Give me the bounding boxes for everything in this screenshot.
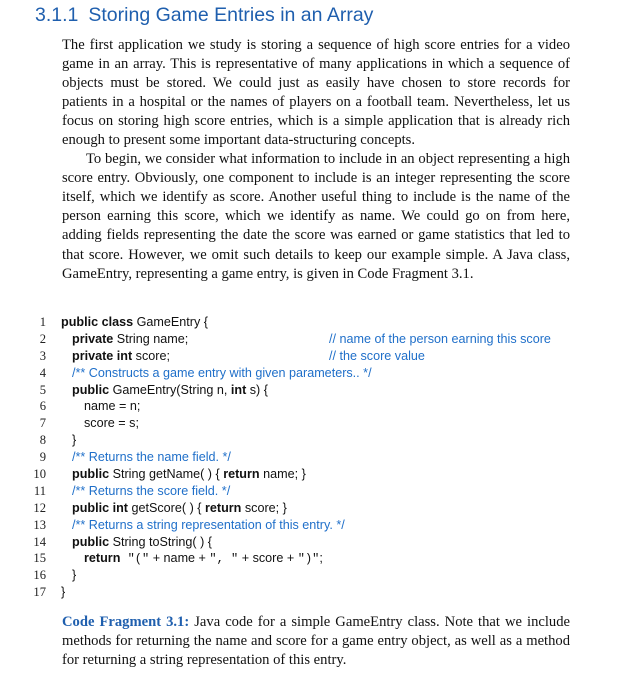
line-number: 3 [39, 348, 46, 363]
code-string: "(" [120, 552, 150, 567]
code-fragment-caption [62, 613, 570, 670]
code-comment: /** Returns the name field. */ [72, 450, 231, 465]
section-title-text: Storing Game Entries in an Array [88, 4, 374, 26]
code-line [0, 567, 639, 584]
code-text: GameEntry { [133, 315, 209, 329]
code-keyword: private [72, 331, 114, 346]
line-number: 9 [39, 450, 46, 465]
line-number: 15 [33, 551, 46, 566]
code-string: ")" [297, 552, 320, 567]
code-line [0, 449, 639, 466]
line-number: 2 [39, 331, 46, 346]
code-line [0, 483, 639, 500]
code-keyword: return [223, 467, 260, 482]
code-text: ; [319, 551, 323, 566]
code-text: + name + [149, 551, 210, 566]
code-keyword: int [230, 382, 247, 397]
line-number: 12 [33, 500, 46, 515]
code-line [0, 415, 639, 432]
code-text: score = s; [84, 416, 139, 431]
code-text: name; } [259, 467, 306, 482]
line-number: 5 [39, 382, 46, 397]
code-keyword: public [72, 467, 110, 482]
code-line [0, 331, 639, 348]
code-line [0, 432, 639, 449]
code-line [0, 584, 639, 601]
line-number: 13 [33, 517, 46, 532]
code-comment: /** Returns the score field. */ [72, 483, 231, 498]
code-text: score; [132, 348, 170, 363]
code-line [0, 500, 639, 517]
paragraph-1: The first application we study is storing a sequence of high score entries for a video game in an array. This is representative of many applications in which a sequence of objects must be stored. We could just as easily have chosen to store records for patients in a hospital or the names of players on a football team. Nevertheless, let us focus on storing high score entries, which is a simple application that is already rich enough to present some important data-structuring concepts. [62, 37, 570, 149]
paragraph-2: To begin, we consider what information to include in an object representing a high score entry. Obviously, one component to include is an integer representing the score itself, which we identify as score. Another useful thing to include is the name of the person earning this score, which we identify as name. We could go on from here, adding fields representing the date the score was earned or game statistics that led to that score. However, we omit such details to keep our example simple. A Java class, GameEntry, representing a game entry, is given in Code Fragment 3.1. [62, 151, 570, 282]
code-comment: // name of the person earning this score [329, 331, 551, 346]
code-line [0, 382, 639, 399]
section-heading [35, 4, 373, 27]
code-keyword: public [72, 534, 110, 549]
line-number: 14 [33, 534, 46, 549]
line-number: 6 [39, 399, 46, 414]
code-text: + score + [238, 551, 298, 566]
code-line [0, 365, 639, 382]
code-text: } [72, 568, 77, 583]
line-number: 16 [33, 568, 46, 583]
section-number: 3.1.1 [35, 4, 79, 26]
code-keyword: public class [61, 315, 134, 329]
line-number: 17 [33, 585, 46, 600]
line-number: 8 [39, 433, 46, 448]
code-text: String getName( ) { [109, 467, 224, 482]
code-line [0, 517, 639, 534]
code-fragment [0, 314, 639, 601]
code-text: score; } [241, 500, 287, 515]
code-keyword: private int [72, 348, 133, 363]
code-keyword: public int [72, 500, 128, 515]
caption-text: Java code for a simple GameEntry class. Note that we include methods for returning the name and score for a game entry object, as well as a method for returning a string representation of this entry. [62, 614, 570, 669]
caption-label: Code Fragment 3.1: [62, 614, 190, 630]
code-keyword: public [72, 382, 110, 397]
code-text: getScore( ) { [127, 500, 205, 515]
code-text: String name; [113, 331, 189, 346]
code-string: ", " [209, 552, 239, 567]
code-text: s) { [246, 382, 268, 397]
code-text: } [61, 585, 66, 600]
line-number: 10 [33, 467, 46, 482]
code-keyword: return [204, 500, 242, 515]
code-line [0, 398, 639, 415]
line-number: 7 [39, 416, 46, 431]
code-line [0, 348, 639, 365]
code-text: GameEntry(String n, [109, 382, 231, 397]
code-text: name = n; [84, 399, 141, 414]
code-comment: /** Returns a string representation of this entry. */ [72, 517, 345, 532]
code-keyword: return [84, 551, 121, 566]
code-comment: /** Constructs a game entry with given parameters.. */ [72, 365, 372, 380]
line-number: 11 [33, 483, 46, 498]
code-comment: // the score value [329, 348, 425, 363]
body-text [62, 36, 570, 284]
line-number: 4 [39, 365, 46, 380]
code-line [0, 550, 639, 567]
line-number: 1 [39, 315, 46, 329]
code-line [0, 314, 639, 331]
code-line [0, 466, 639, 483]
code-text: } [72, 433, 77, 448]
code-text: String toString( ) { [109, 534, 212, 549]
code-line [0, 534, 639, 551]
